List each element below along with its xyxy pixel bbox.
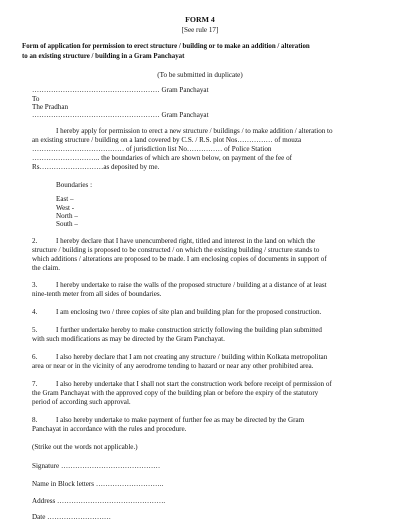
boundary-west: West - (56, 204, 75, 212)
para2-number: 2. (32, 237, 38, 245)
para3-line1: I hereby undertake to raise the walls of the proposed structure / building at a distance of at least (56, 281, 327, 289)
form-heading-line1: Form of application for permission to erect structure / building or to make an addition / alteration (22, 43, 310, 50)
para6-line2: area or near or in the vicinity of any aerodrome tending to hazard or near any other prohibited area. (32, 362, 314, 370)
boundary-north: North – (56, 212, 78, 220)
para2-line3: which additions / alterations are proposed to be made. I am enclosing copies of documents in support of (32, 255, 327, 263)
para6-line1: I also hereby declare that I am not creating any structure / building within Kolkata metropolitan (56, 353, 328, 361)
intro-line3: ………………………………… of jurisdiction list No…………… of Police Station (32, 145, 272, 153)
para7-line3: period of according such approval. (32, 398, 131, 406)
para4-line1: I am enclosing two / three copies of site plan and building plan for the proposed construction. (56, 308, 322, 316)
address-to: To (32, 95, 40, 103)
form-heading-line2: to an existing structure / building in a Gram Panchayat (22, 53, 185, 60)
para2-line4: the claim. (32, 264, 60, 272)
para8-line2: Panchayat in accordance with the rules and procedure. (32, 425, 187, 433)
signature-field: Signature …………………………………… (32, 462, 161, 470)
intro-line5: Rs………………………as deposited by me. (32, 163, 160, 171)
address-gram-panchayat-2: ……………………………………………… Gram Panchayat (32, 111, 209, 119)
form-rule-reference: [See rule 17] (181, 26, 219, 34)
para7-line1: I also hereby undertake that I shall not start the construction work before receipt of permission of (56, 380, 332, 388)
date-field: Date ……………………… (32, 513, 112, 521)
form-title: FORM 4 (185, 15, 215, 24)
intro-line1: I hereby apply for permission to erect a new structure / buildings / to make addition / alteration to (56, 127, 333, 135)
para5-line2: with such modifications as may be directed by the Gram Panchayat. (32, 335, 225, 343)
address-gram-panchayat-1: ……………………………………………… Gram Panchayat (32, 86, 209, 94)
address-pradhan: The Pradhan (32, 103, 69, 111)
intro-line4: ……………………….. the boundaries of which are shown below, on payment of the fee of (32, 154, 292, 162)
form-subtitle: (To be submitted in duplicate) (157, 71, 243, 79)
para3-line2: nine-tenth meter from all sides of boundaries. (32, 290, 162, 298)
para5-line1: I further undertake hereby to make construction strictly following the building plan submitted (56, 326, 322, 334)
boundaries-label: Boundaries : (56, 181, 93, 189)
name-block-letters-field: Name in Block letters ……………………….. (32, 480, 164, 488)
boundary-south: South – (56, 220, 78, 228)
para5-number: 5. (32, 326, 38, 334)
boundary-east: East – (56, 195, 74, 203)
para7-line2: the Gram Panchayat with the approved copy of the building plan or before the expiry of the statutory (32, 389, 319, 397)
intro-line2: an existing structure / building on a land covered by C.S. / R.S. plot Nos…………… of mouza (32, 136, 302, 144)
para8-line1: I also hereby undertake to make payment of further fee as may be directed by the Gram (56, 416, 305, 424)
para3-number: 3. (32, 281, 38, 289)
address-field: Address ………………………………………. (32, 497, 166, 505)
para4-number: 4. (32, 308, 38, 316)
para7-number: 7. (32, 380, 38, 388)
strike-out-note: (Strike out the words not applicable.) (32, 443, 138, 451)
para2-line2: structure / building is proposed to be constructed / on which the existing building / structure stands to (32, 246, 320, 254)
para8-number: 8. (32, 416, 38, 424)
para2-line1: I hereby declare that I have unencumbered right, titled and interest in the land on which the (56, 237, 316, 245)
para6-number: 6. (32, 353, 38, 361)
